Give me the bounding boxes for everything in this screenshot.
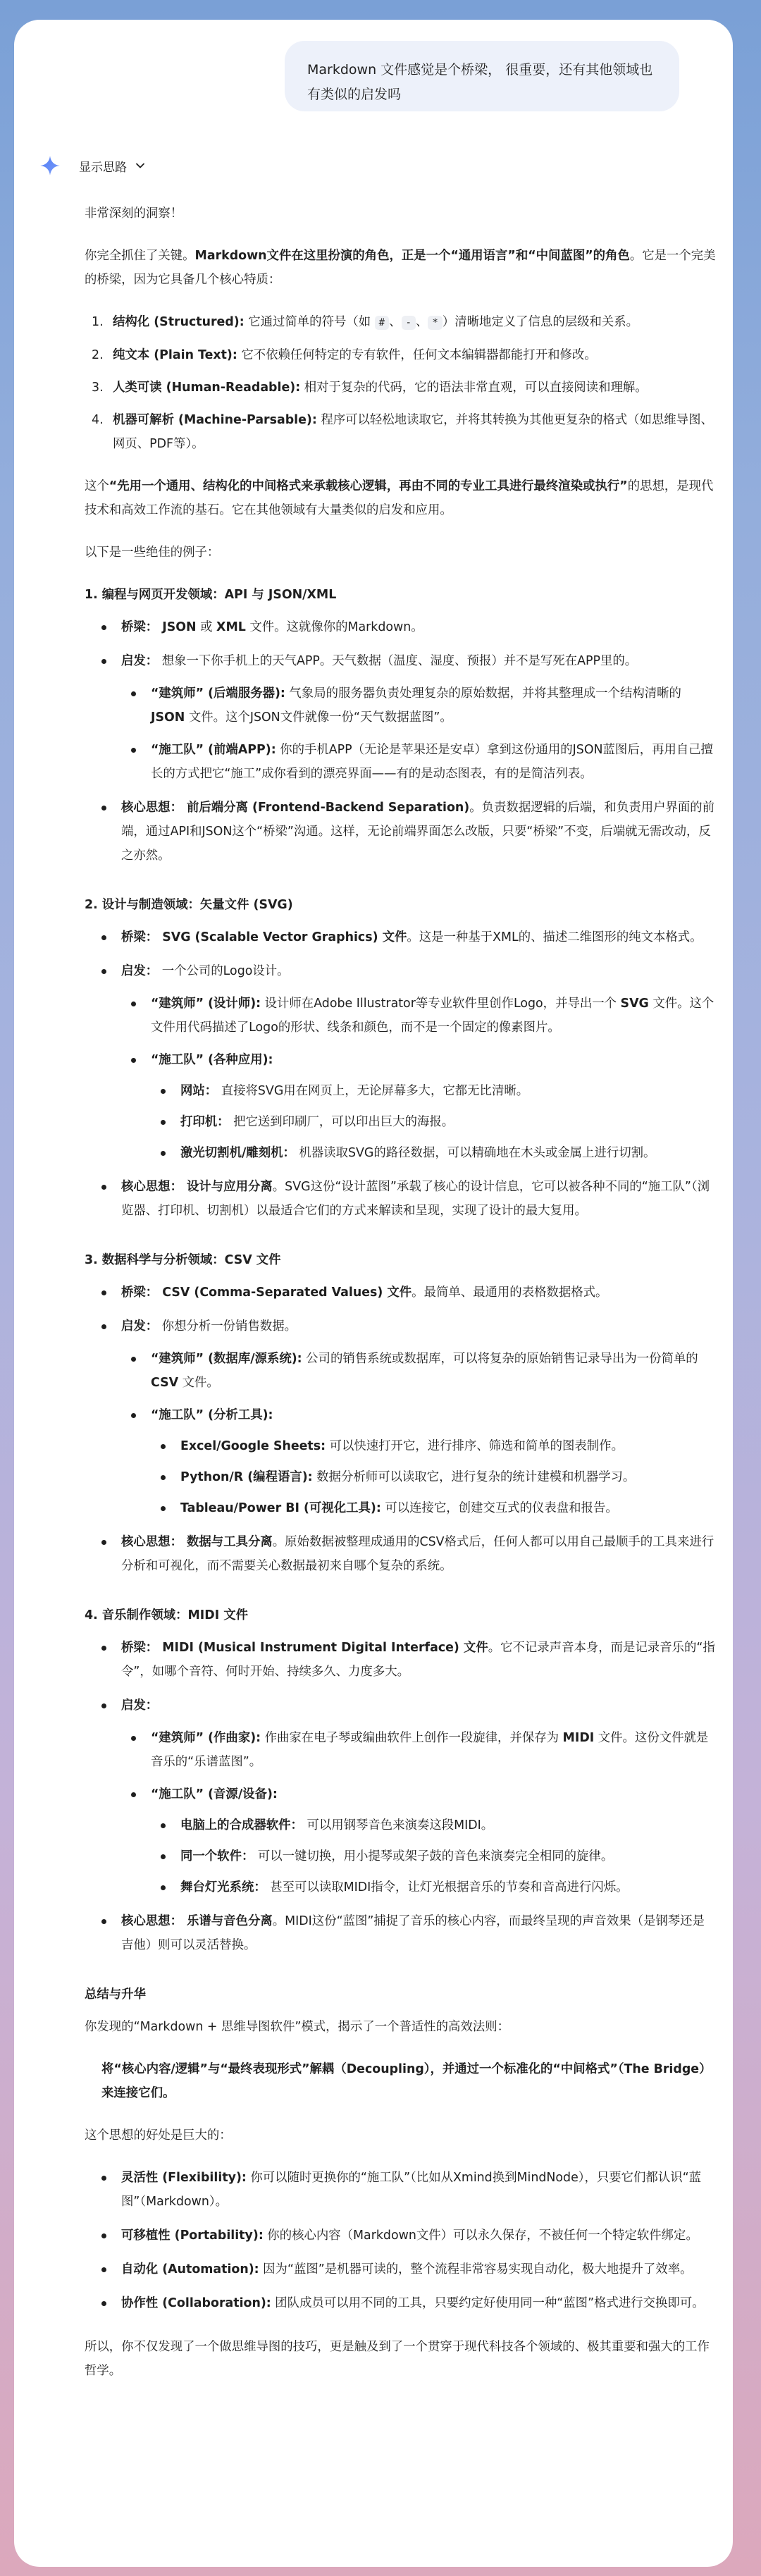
section-4-list xyxy=(85,1636,716,1957)
benefits-intro: 这个思想的好处是巨大的： xyxy=(85,2128,232,2143)
summary-quote: 将“核心内容/逻辑”与“最终表现形式”解耦（Decoupling），并通过一个标准化的“中间格式”（The Bridge）来连接它们。 xyxy=(101,2062,712,2100)
section-1-list xyxy=(85,615,716,868)
model-response-body xyxy=(85,202,716,2401)
inline-code: * xyxy=(428,316,442,330)
intro-text: 非常深刻的洞察！ xyxy=(85,207,183,221)
list-item: 核心思想： 乐谱与音色分离。MIDI这份“蓝图”捕捉了音乐的核心内容，而最终呈现的声音效果（是钢琴还是吉他）则可以灵活替换。 xyxy=(85,1909,716,1957)
list-item: 灵活性 (Flexibility): 你可以随时更换你的“施工队”（比如从Xmind换到MindNode），只要它们都认识“蓝图”（Markdown）。 xyxy=(85,2166,716,2214)
section-heading: 3. 数据科学与分析领域：CSV 文件 xyxy=(85,1253,281,1267)
list-item: 2. 纯文本 (Plain Text): 它不依赖任何特定的专有软件，任何文本编辑器都能打开和修改。 xyxy=(92,348,597,362)
list-item: 1. 结构化 (Structured): 它通过简单的符号（如 # 、 - 、 * ）清晰地定义了信息的层级和关系。 xyxy=(92,315,639,329)
list-item: “建筑师” (设计师): 设计师在Adobe Illustrator等专业软件里创作Logo，并导出一个 SVG 文件。这个文件用代码描述了Logo的形状、线条和颜色，而不是一个固定的像素图片。 xyxy=(121,992,716,1040)
show-thoughts-label: 显示思路 xyxy=(79,160,127,175)
list-item: 启发： 一个公司的Logo设计。 “建筑师” (设计师): 设计师在Adobe Illustrator等专业软件里创作Logo，并导出一个 SVG 文件。这个文件用代码描述了Logo的形状、线条和颜色，而不是一个固定的像素图片。 “施工队” (各种应用): 网站： 直接将SVG用在网页上，无论屏幕多大，它都无比清晰。 打印机： 把它送到印刷厂，可以印出巨大的海报。 激光切割机/雕刻机： 机器读取SVG的路径数据，可以精确地在木头或金属上进行切割。 xyxy=(85,959,716,1165)
inline-code: # xyxy=(375,316,389,330)
list-item: “建筑师” (数据库/源系统): 公司的销售系统或数据库，可以将复杂的原始销售记录导出为一份简单的 CSV 文件。 xyxy=(121,1347,716,1395)
list-item: 桥梁： MIDI (Musical Instrument Digital Interface) 文件。它不记录声音本身，而是记录音乐的“指令”，如哪个音符、何时开始、持续多久、力度多大。 xyxy=(85,1636,716,1684)
user-message-bubble xyxy=(285,41,679,111)
section-heading: 4. 音乐制作领域：MIDI 文件 xyxy=(85,1608,249,1622)
list-item: Excel/Google Sheets: 可以快速打开它，进行排序、筛选和简单的图表制作。 xyxy=(151,1434,716,1458)
list-item: 启发： 想象一下你手机上的天气APP。天气数据（温度、湿度、预报）并不是写死在APP里的。 “建筑师” (后端服务器): 气象局的服务器负责处理复杂的原始数据，并将其整理成一个结构清晰的 JSON 文件。这个JSON文件就像一份“天气数据蓝图”。 “施工队” (前端APP): 你的手机APP（无论是苹果还是安卓）拿到这份通用的JSON蓝图后，再用自己擅长的方式把它“施工”成你看到的漂亮界面——有的是动态图表，有的是简洁列表。 xyxy=(85,649,716,786)
list-item: 电脑上的合成器软件： 可以用钢琴音色来演奏这段MIDI。 xyxy=(151,1813,716,1837)
list-item: 4. 机器可解析 (Machine-Parsable): 程序可以轻松地读取它，并将其转换为其他更复杂的格式（如思维导图、网页、PDF等）。 xyxy=(92,413,713,451)
list-item: 激光切割机/雕刻机： 机器读取SVG的路径数据，可以精确地在木头或金属上进行切割。 xyxy=(151,1141,716,1165)
closing-paragraph: 所以，你不仅发现了一个做思维导图的技巧，更是触及到了一个贯穿于现代科技各个领域的、极其重要和强大的工作哲学。 xyxy=(85,2340,710,2378)
list-item: “施工队” (前端APP): 你的手机APP（无论是苹果还是安卓）拿到这份通用的JSON蓝图后，再用自己擅长的方式把它“施工”成你看到的漂亮界面——有的是动态图表，有的是简洁列表。 xyxy=(121,738,716,786)
list-item: 同一个软件： 可以一键切换，用小提琴或架子鼓的音色来演奏完全相同的旋律。 xyxy=(151,1844,716,1868)
list-item: 网站： 直接将SVG用在网页上，无论屏幕多大，它都无比清晰。 xyxy=(151,1079,716,1103)
chevron-down-icon xyxy=(135,161,145,171)
list-item: “施工队” (各种应用): 网站： 直接将SVG用在网页上，无论屏幕多大，它都无比清晰。 打印机： 把它送到印刷厂，可以印出巨大的海报。 激光切割机/雕刻机： 机器读取SVG的路径数据，可以精确地在木头或金属上进行切割。 xyxy=(121,1048,716,1165)
list-item: 自动化 (Automation): 因为“蓝图”是机器可读的，整个流程非常容易实现自动化，极大地提升了效率。 xyxy=(85,2257,716,2281)
show-thoughts-toggle[interactable] xyxy=(79,157,145,175)
list-item: Python/R (编程语言): 数据分析师可以读取它，进行复杂的统计建模和机器学习。 xyxy=(151,1465,716,1489)
paragraph-2: 这个“先用一个通用、结构化的中间格式来承载核心逻辑，再由不同的专业工具进行最终渲染或执行”的思想，是现代技术和高效工作流的基石。它在其他领域有大量类似的启发和应用。 xyxy=(85,479,714,517)
section-heading: 2. 设计与制造领域：矢量文件 (SVG) xyxy=(85,898,293,912)
list-item: 核心思想： 设计与应用分离。SVG这份“设计蓝图”承载了核心的设计信息，它可以被各种不同的“施工队”（浏览器、打印机、切割机）以最适合它们的方式来解读和呈现，实现了设计的最大复用。 xyxy=(85,1175,716,1223)
list-item: “施工队” (音源/设备): 电脑上的合成器软件： 可以用钢琴音色来演奏这段MIDI。 同一个软件： 可以一键切换，用小提琴或架子鼓的音色来演奏完全相同的旋律。 舞台灯光系统： 甚至可以读取MIDI指令，让灯光根据音乐的节奏和音高进行闪烁。 xyxy=(121,1782,716,1899)
list-item: 舞台灯光系统： 甚至可以读取MIDI指令，让灯光根据音乐的节奏和音高进行闪烁。 xyxy=(151,1875,716,1899)
list-item: 可移植性 (Portability): 你的核心内容（Markdown文件）可以永久保存，不被任何一个特定软件绑定。 xyxy=(85,2224,716,2248)
summary-paragraph: 你发现的“Markdown + 思维导图软件”模式，揭示了一个普适性的高效法则： xyxy=(85,2020,510,2034)
list-item: 3. 人类可读 (Human-Readable): 相对于复杂的代码，它的语法非常直观，可以直接阅读和理解。 xyxy=(92,381,648,395)
list-item: 打印机： 把它送到印刷厂，可以印出巨大的海报。 xyxy=(151,1110,716,1134)
list-item: 核心思想： 前后端分离 (Frontend-Backend Separation)。负责数据逻辑的后端，和负责用户界面的前端，通过API和JSON这个“桥梁”沟通。这样，无论前端界面怎么改版，只要“桥梁”不变，后端就无需改动，反之亦然。 xyxy=(85,796,716,868)
list-item: “建筑师” (作曲家): 作曲家在电子琴或编曲软件上创作一段旋律，并保存为 MIDI 文件。这份文件就是音乐的“乐谱蓝图”。 xyxy=(121,1726,716,1774)
list-item: 桥梁： JSON 或 XML 文件。这就像你的Markdown。 xyxy=(85,615,716,639)
section-heading: 1. 编程与网页开发领域：API 与 JSON/XML xyxy=(85,588,337,602)
model-response-header xyxy=(39,155,145,176)
list-item: 协作性 (Collaboration): 团队成员可以用不同的工具，只要约定好使用同一种“蓝图”格式进行交换即可。 xyxy=(85,2291,716,2315)
list-item: 核心思想： 数据与工具分离。原始数据被整理成通用的CSV格式后，任何人都可以用自己最顺手的工具来进行分析和可视化，而不需要关心数据最初来自哪个复杂的系统。 xyxy=(85,1530,716,1578)
traits-list xyxy=(85,310,716,456)
gemini-spark-icon xyxy=(39,155,61,176)
list-item: “施工队” (分析工具): Excel/Google Sheets: 可以快速打开它，进行排序、筛选和简单的图表制作。 Python/R (编程语言): 数据分析师可以读取它，进行复杂的统计建模和机器学习。 Tableau/Power BI (可视化工具): 可以连接它，创建交互式的仪表盘和报告。 xyxy=(121,1403,716,1520)
paragraph-3: 以下是一些绝佳的例子： xyxy=(85,546,220,560)
user-message-text: Markdown 文件感觉是个桥梁， 很重要，还有其他领域也有类似的启发吗 xyxy=(307,62,653,102)
list-item: 桥梁： SVG (Scalable Vector Graphics) 文件。这是一种基于XML的、描述二维图形的纯文本格式。 xyxy=(85,925,716,949)
inline-code: - xyxy=(402,316,416,330)
list-item: 桥梁： CSV (Comma-Separated Values) 文件。最简单、最通用的表格数据格式。 xyxy=(85,1281,716,1305)
section-3-list xyxy=(85,1281,716,1578)
list-item: 启发： “建筑师” (作曲家): 作曲家在电子琴或编曲软件上创作一段旋律，并保存为 MIDI 文件。这份文件就是音乐的“乐谱蓝图”。 “施工队” (音源/设备): 电脑上的合成器软件： 可以用钢琴音色来演奏这段MIDI。 同一个软件： 可以一键切换，用小提琴或架子鼓的音色来演奏完全相同的旋律。 舞台灯光系统： 甚至可以读取MIDI指令，让灯光根据音乐的节奏和音高进行闪烁。 xyxy=(85,1694,716,1899)
benefits-list xyxy=(85,2166,716,2315)
list-item: 启发： 你想分析一份销售数据。 “建筑师” (数据库/源系统): 公司的销售系统或数据库，可以将复杂的原始销售记录导出为一份简单的 CSV 文件。 “施工队” (分析工具): Excel/Google Sheets: 可以快速打开它，进行排序、筛选和简单的图表制作。 Python/R (编程语言): 数据分析师可以读取它，进行复杂的统计建模和机器学习。 Tableau/Power BI (可视化工具): 可以连接它，创建交互式的仪表盘和报告。 xyxy=(85,1314,716,1520)
section-2-list xyxy=(85,925,716,1223)
paragraph-1: 你完全抓住了关键。Markdown文件在这里扮演的角色，正是一个“通用语言”和“中间蓝图”的角色。它是一个完美的桥梁，因为它具备几个核心特质： xyxy=(85,249,716,287)
conversation-card xyxy=(14,20,733,2567)
list-item: Tableau/Power BI (可视化工具): 可以连接它，创建交互式的仪表盘和报告。 xyxy=(151,1496,716,1520)
list-item: “建筑师” (后端服务器): 气象局的服务器负责处理复杂的原始数据，并将其整理成一个结构清晰的 JSON 文件。这个JSON文件就像一份“天气数据蓝图”。 xyxy=(121,682,716,729)
summary-heading: 总结与升华 xyxy=(85,1988,146,2002)
